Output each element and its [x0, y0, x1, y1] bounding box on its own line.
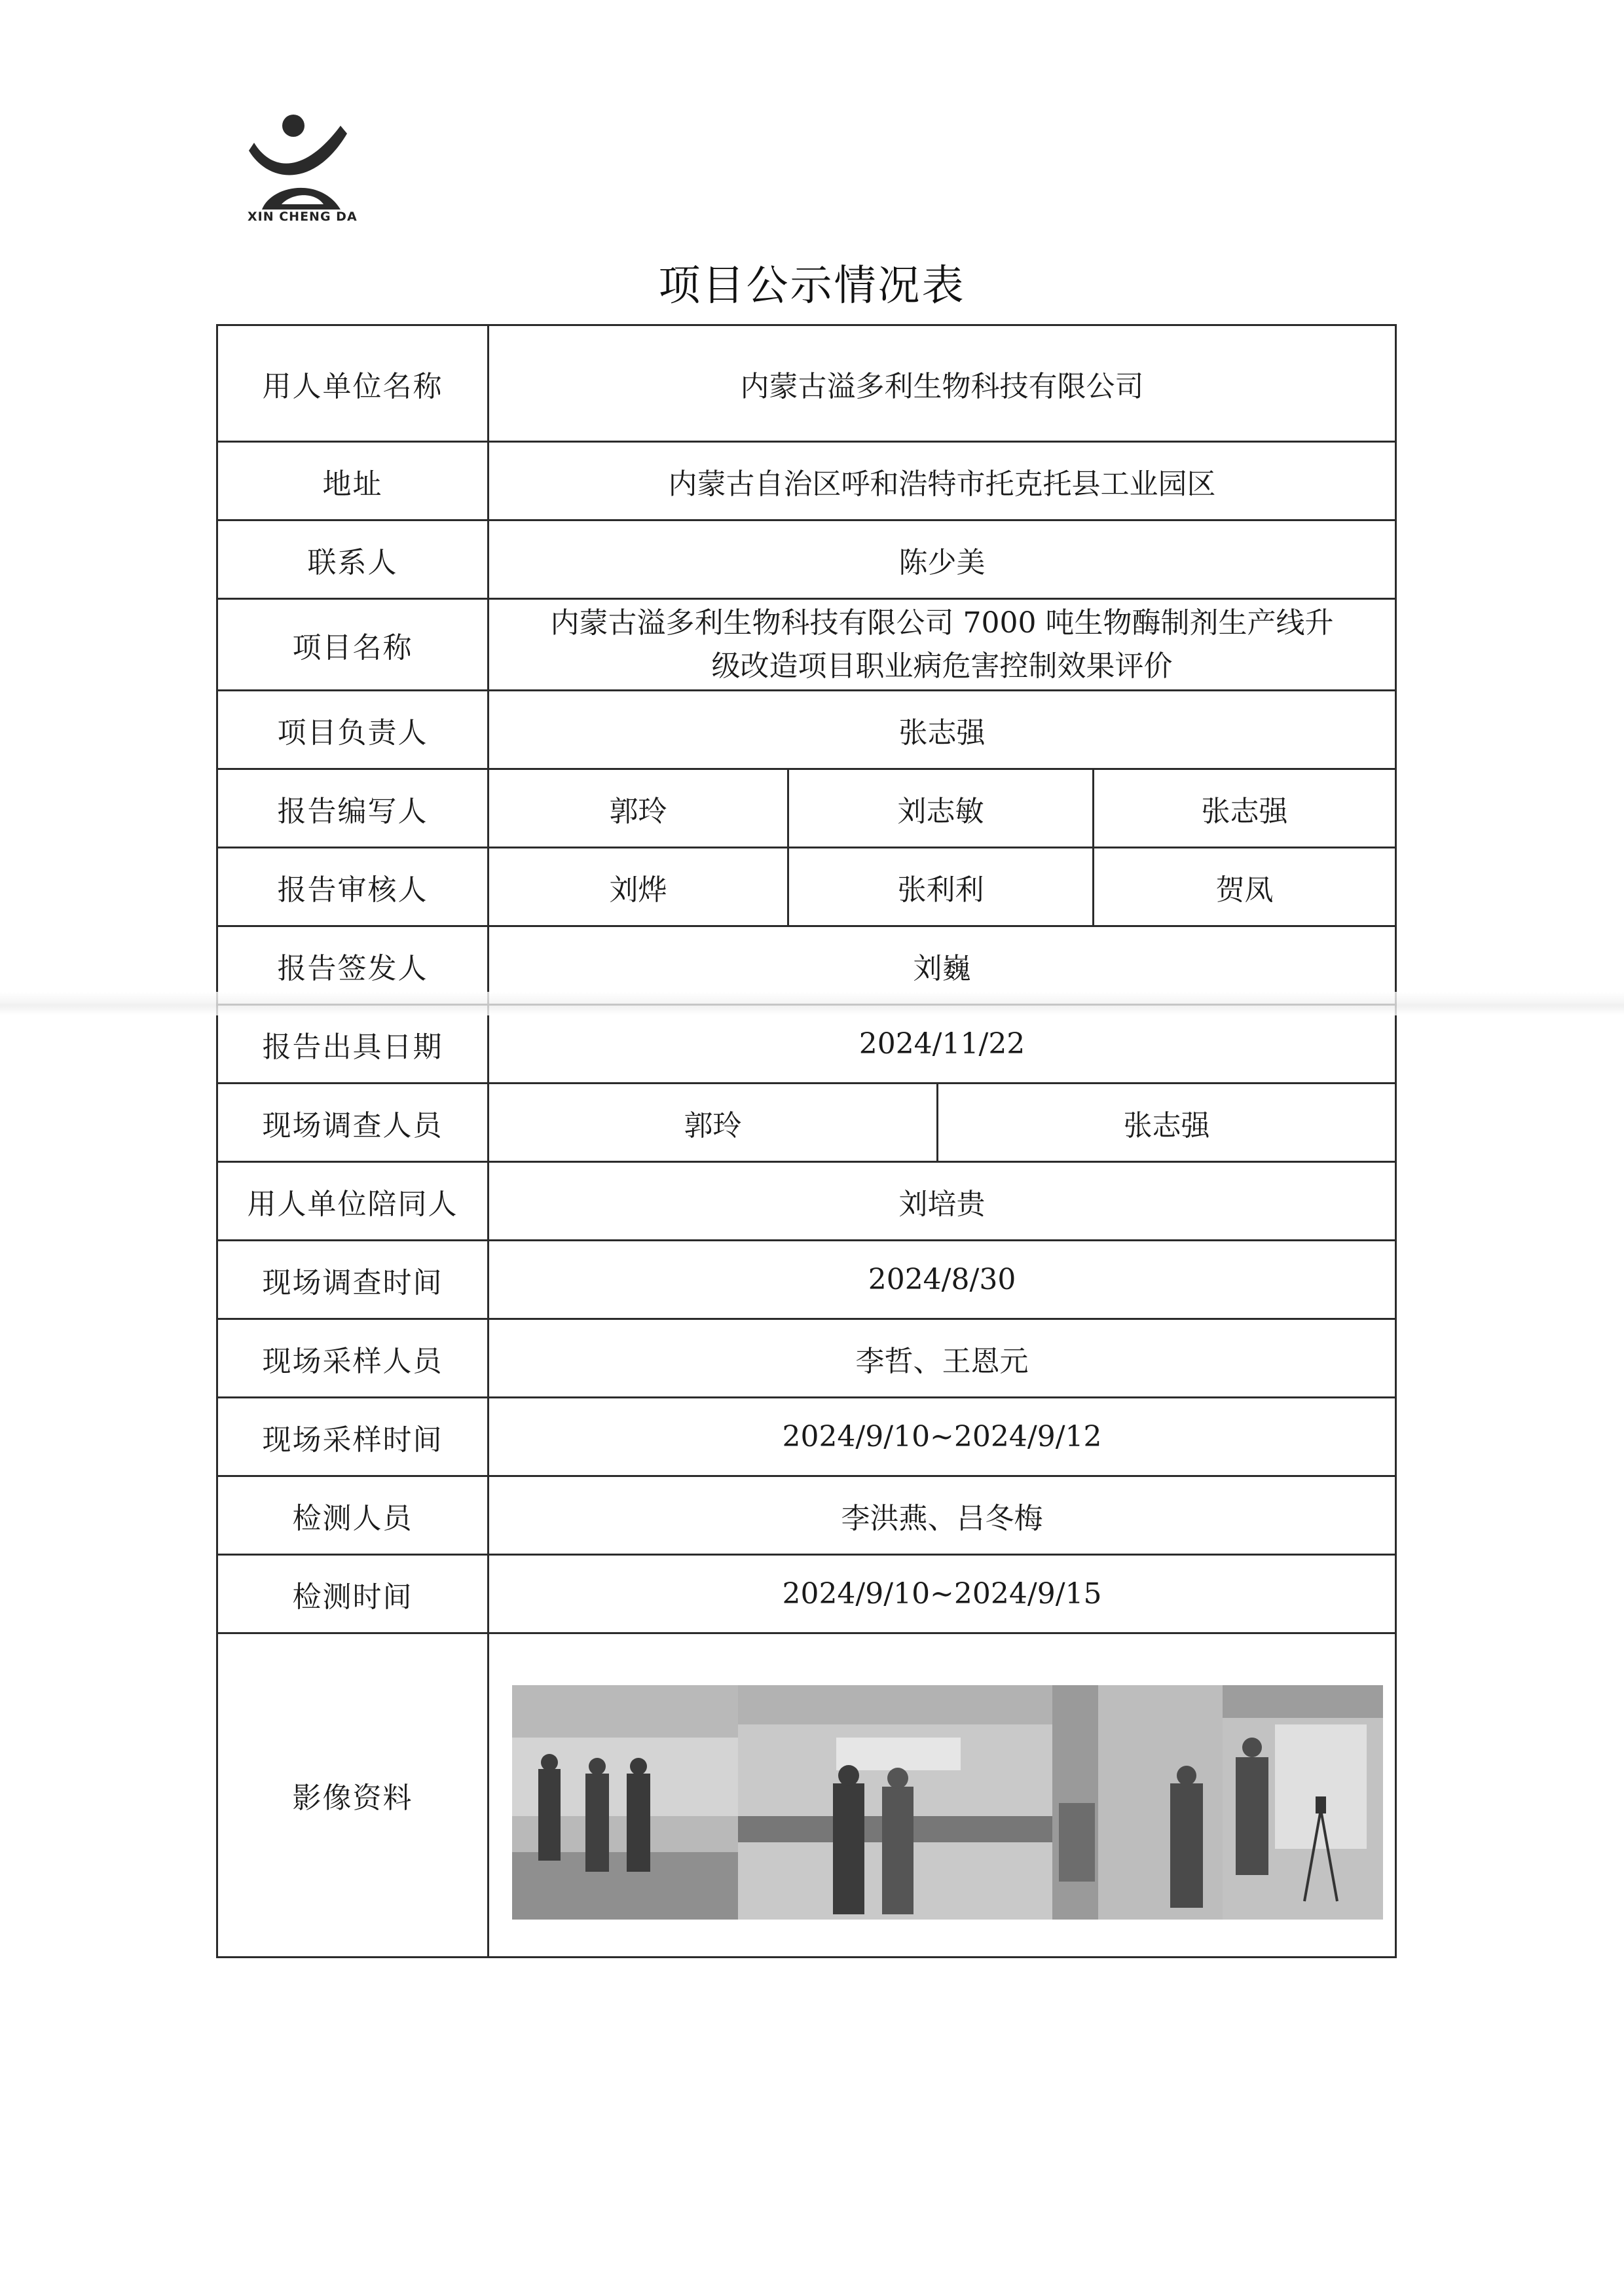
table-row [217, 1633, 1396, 1958]
issue-date-label: 报告出具日期 [217, 1005, 489, 1084]
table-row [217, 1398, 1396, 1476]
table-row [217, 520, 1396, 599]
address-label: 地址 [217, 442, 489, 520]
writer-2: 刘志敏 [788, 769, 1094, 848]
project-info-table [216, 324, 1397, 1958]
table-row [217, 1084, 1396, 1162]
table-row [217, 1319, 1396, 1398]
project-lead-label: 项目负责人 [217, 691, 489, 769]
survey-staff-label: 现场调查人员 [217, 1084, 489, 1162]
sampling-time-label: 现场采样时间 [217, 1398, 489, 1476]
escort-value: 刘培贵 [489, 1162, 1396, 1241]
sampling-staff-label: 现场采样人员 [217, 1319, 489, 1398]
table-row [217, 1241, 1396, 1319]
survey-staff-1: 郭玲 [489, 1084, 938, 1162]
site-photo-4 [1223, 1685, 1383, 1920]
table-row [217, 599, 1396, 691]
reviewer-1: 刘烨 [489, 848, 788, 926]
contact-value: 陈少美 [489, 520, 1396, 599]
project-name-value [489, 599, 1396, 691]
writers-label: 报告编写人 [217, 769, 489, 848]
survey-time-value: 2024/8/30 [489, 1241, 1396, 1319]
sampling-time-value: 2024/9/10~2024/9/12 [489, 1398, 1396, 1476]
table-row [217, 1162, 1396, 1241]
project-name-label: 项目名称 [217, 599, 489, 691]
issue-date-value: 2024/11/22 [489, 1005, 1396, 1084]
testers-label: 检测人员 [217, 1476, 489, 1555]
table-row [217, 848, 1396, 926]
reviewer-2: 张利利 [788, 848, 1094, 926]
address-value: 内蒙古自治区呼和浩特市托克托县工业园区 [489, 442, 1396, 520]
sampling-staff-value: 李哲、王恩元 [489, 1319, 1396, 1398]
table-row [217, 769, 1396, 848]
site-photo-3 [1052, 1685, 1223, 1920]
table-row [217, 442, 1396, 520]
project-name-line-1: 内蒙古溢多利生物科技有限公司 7000 吨生物酶制剂生产线升 [550, 606, 1334, 640]
test-time-label: 检测时间 [217, 1555, 489, 1633]
table-row [217, 325, 1396, 442]
reviewers-label: 报告审核人 [217, 848, 489, 926]
table-row [217, 1005, 1396, 1084]
site-photo-1 [512, 1685, 738, 1920]
table-row [217, 926, 1396, 1005]
project-lead-value: 张志强 [489, 691, 1396, 769]
site-photo-2 [738, 1685, 1052, 1920]
issuer-label: 报告签发人 [217, 926, 489, 1005]
images-label: 影像资料 [217, 1633, 489, 1958]
testers-value: 李洪燕、吕冬梅 [489, 1476, 1396, 1555]
project-name-line-2: 级改造项目职业病危害控制效果评价 [711, 649, 1173, 683]
employer-value: 内蒙古溢多利生物科技有限公司 [489, 325, 1396, 442]
logo-text: XIN CHENG DA [248, 210, 358, 224]
writer-1: 郭玲 [489, 769, 788, 848]
escort-label: 用人单位陪同人 [217, 1162, 489, 1241]
page-title: 项目公示情况表 [658, 262, 966, 310]
reviewer-3: 贺凤 [1094, 848, 1396, 926]
images-cell [489, 1633, 1396, 1958]
writer-3: 张志强 [1094, 769, 1396, 848]
table-row [217, 1476, 1396, 1555]
table-row [217, 1555, 1396, 1633]
employer-label: 用人单位名称 [217, 325, 489, 442]
survey-time-label: 现场调查时间 [217, 1241, 489, 1319]
issuer-value: 刘巍 [489, 926, 1396, 1005]
contact-label: 联系人 [217, 520, 489, 599]
test-time-value: 2024/9/10~2024/9/15 [489, 1555, 1396, 1633]
survey-staff-2: 张志强 [938, 1084, 1396, 1162]
photo-strip [512, 1685, 1383, 1920]
table-row [217, 691, 1396, 769]
